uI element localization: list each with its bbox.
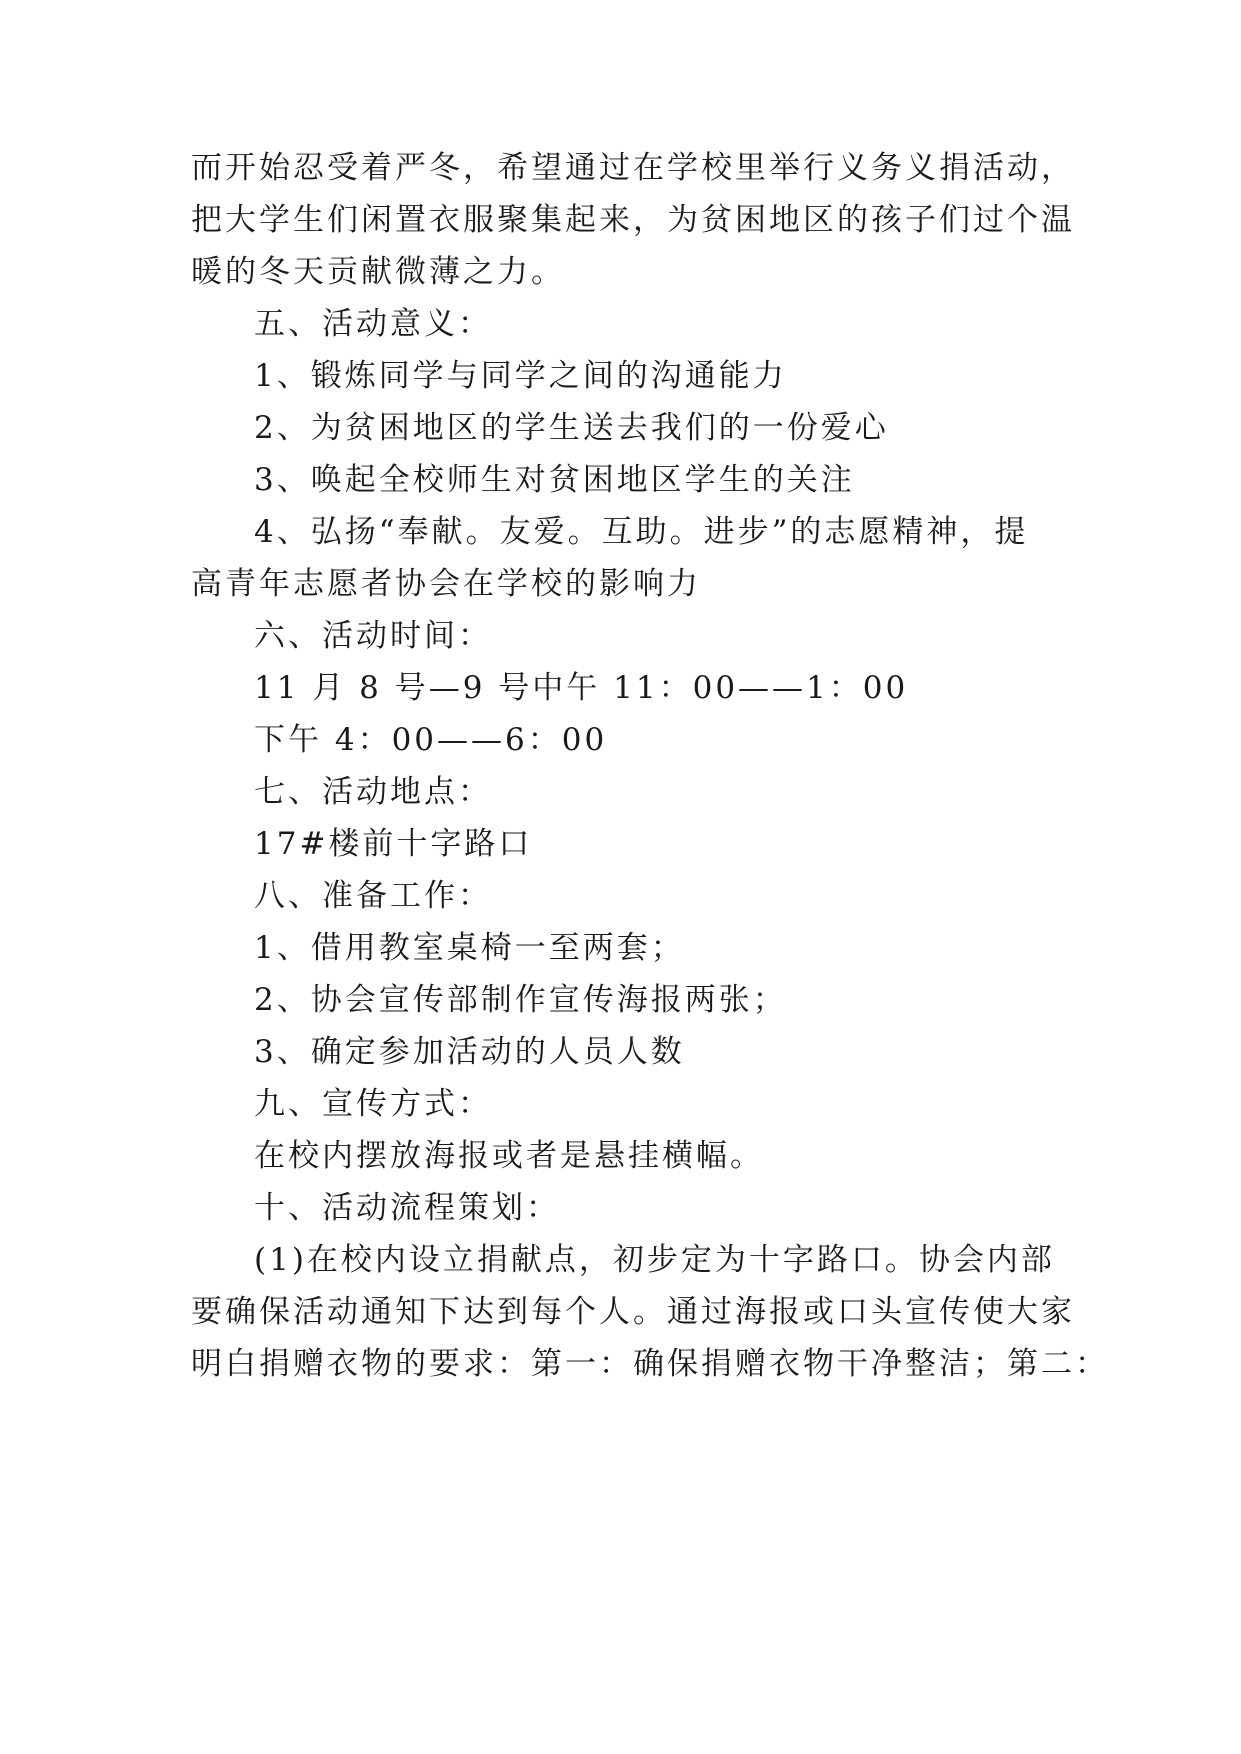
text-line: 明白捐赠衣物的要求：第一：确保捐赠衣物干净整洁；第二： [191,1346,1109,1382]
text-line: 高青年志愿者协会在学校的影响力 [191,566,701,602]
list-item: 2、为贫困地区的学生送去我们的一份爱心 [254,410,889,446]
list-item: 1、借用教室桌椅一至两套； [254,930,685,966]
section-heading: 六、活动时间： [254,618,492,654]
list-item: 1、锻炼同学与同学之间的沟通能力 [254,358,787,394]
text-line: 17#楼前十字路口 [254,826,533,862]
text-line: 暖的冬天贡献微薄之力。 [191,254,565,290]
section-heading: 九、宣传方式： [254,1086,492,1122]
list-item: 4、弘扬“奉献。友爱。互助。进步”的志愿精神，提 [254,514,1029,550]
text-line: (1)在校内设立捐献点，初步定为十字路口。协会内部 [254,1242,1055,1278]
list-item: 2、协会宣传部制作宣传海报两张； [254,982,787,1018]
text-line: 把大学生们闲置衣服聚集起来，为贫困地区的孩子们过个温 [191,202,1075,238]
text-line: 下午 4：00——6：00 [254,722,608,758]
text-line: 11 月 8 号—9 号中午 11：00——1：00 [254,670,909,706]
section-heading: 七、活动地点： [254,774,492,810]
text-line: 而开始忍受着严冬，希望通过在学校里举行义务义捐活动， [191,150,1075,186]
section-heading: 八、准备工作： [254,878,492,914]
section-heading: 十、活动流程策划： [254,1190,560,1226]
list-item: 3、唤起全校师生对贫困地区学生的关注 [254,462,855,498]
text-line: 要确保活动通知下达到每个人。通过海报或口头宣传使大家 [191,1294,1075,1330]
text-line: 在校内摆放海报或者是悬挂横幅。 [254,1138,764,1174]
list-item: 3、确定参加活动的人员人数 [254,1034,685,1070]
section-heading: 五、活动意义： [254,306,492,342]
